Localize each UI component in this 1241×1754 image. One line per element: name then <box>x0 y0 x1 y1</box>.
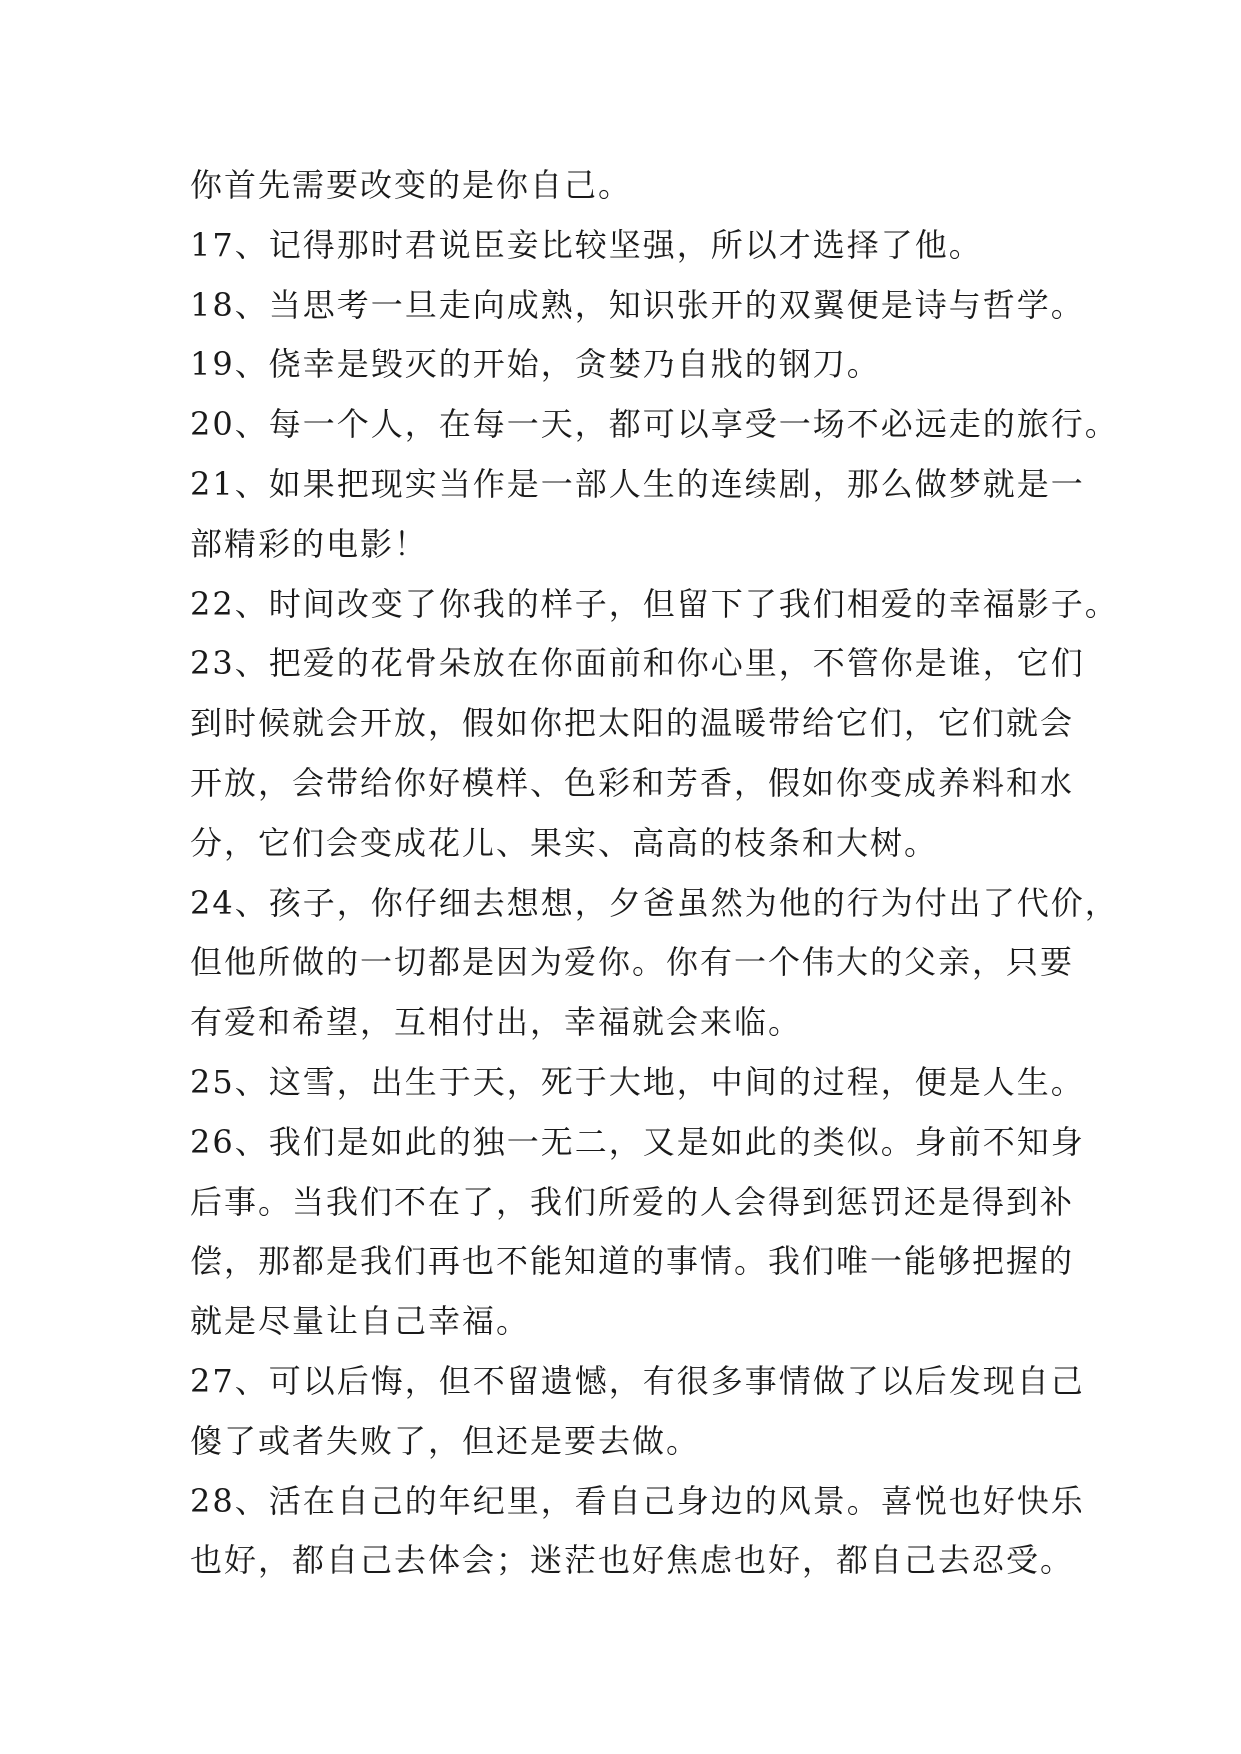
text-line: 24、孩子，你仔细去想想，夕爸虽然为他的行为付出了代价， <box>190 883 1119 922</box>
text-line: 部精彩的电影！ <box>190 524 429 563</box>
text-line: 后事。当我们不在了，我们所爱的人会得到惩罚还是得到补 <box>190 1182 1075 1221</box>
text-line: 25、这雪，出生于天，死于大地，中间的过程，便是人生。 <box>190 1062 1085 1101</box>
text-line: 到时候就会开放，假如你把太阳的温暖带给它们，它们就会 <box>190 704 1075 743</box>
text-line: 开放，会带给你好模样、色彩和芳香，假如你变成养料和水 <box>190 763 1075 802</box>
text-line: 分，它们会变成花儿、果实、高高的枝条和大树。 <box>190 823 939 862</box>
text-line: 就是尽量让自己幸福。 <box>190 1302 531 1341</box>
text-line: 但他所做的一切都是因为爱你。你有一个伟大的父亲，只要 <box>190 943 1075 982</box>
text-line: 18、当思考一旦走向成熟，知识张开的双翼便是诗与哲学。 <box>190 285 1085 324</box>
text-line: 傻了或者失败了，但还是要去做。 <box>190 1421 701 1460</box>
text-line: 有爱和希望，互相付出，幸福就会来临。 <box>190 1003 803 1042</box>
document-body <box>190 156 1119 1591</box>
text-line: 也好，都自己去体会；迷茫也好焦虑也好，都自己去忍受。 <box>190 1541 1075 1580</box>
text-line: 23、把爱的花骨朵放在你面前和你心里，不管你是谁，它们 <box>190 644 1085 683</box>
text-line: 19、侥幸是毁灭的开始，贪婪乃自戕的钢刀。 <box>190 345 881 384</box>
text-line: 28、活在自己的年纪里，看自己身边的风景。喜悦也好快乐 <box>190 1481 1085 1520</box>
text-line: 17、记得那时君说臣妾比较坚强，所以才选择了他。 <box>190 225 983 264</box>
text-line: 你首先需要改变的是你自己。 <box>190 166 633 204</box>
text-line: 26、我们是如此的独一无二，又是如此的类似。身前不知身 <box>190 1122 1085 1161</box>
text-line: 偿，那都是我们再也不能知道的事情。我们唯一能够把握的 <box>190 1242 1075 1281</box>
text-line: 27、可以后悔，但不留遗憾，有很多事情做了以后发现自己 <box>190 1361 1085 1400</box>
text-line: 22、时间改变了你我的样子，但留下了我们相爱的幸福影子。 <box>190 584 1119 623</box>
text-line: 20、每一个人，在每一天，都可以享受一场不必远走的旅行。 <box>190 405 1119 444</box>
text-line: 21、如果把现实当作是一部人生的连续剧，那么做梦就是一 <box>190 464 1085 503</box>
